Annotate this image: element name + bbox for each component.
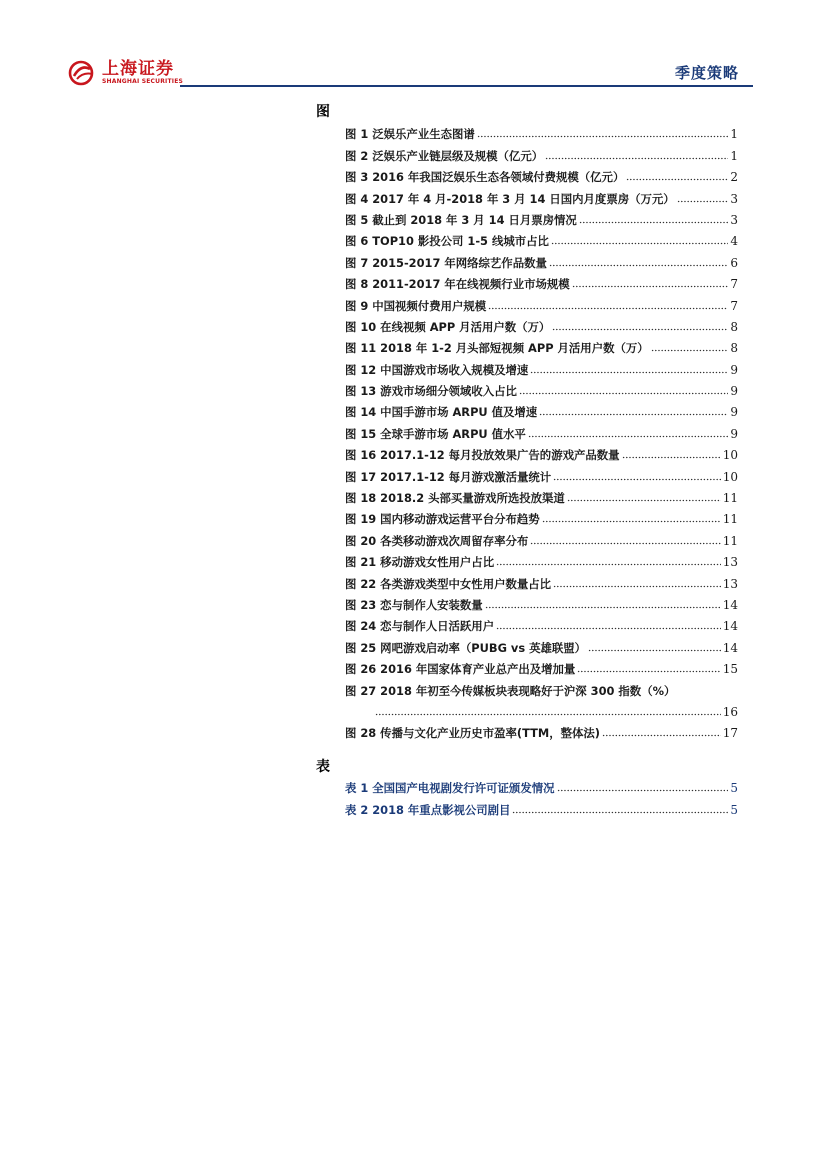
toc-dot-leader [477,135,729,138]
toc-dot-leader [622,456,721,459]
toc-page-number: 11 [722,533,738,548]
toc-dot-leader [553,478,721,481]
toc-entry[interactable] [345,419,738,440]
toc-entry-title: 图 16 2017.1-12 每月投放效果广告的游戏产品数量 [345,448,620,463]
toc-entry-title: 图 10 在线视频 APP 月活用户数（万） [345,319,551,334]
toc-dot-leader [488,307,728,310]
logo-chinese-name: 上海证券 [102,59,174,79]
toc-page-number: 16 [722,704,738,719]
toc-entry-title: 图 6 TOP10 影投公司 1-5 线城市占比 [345,234,549,249]
toc-dot-leader [542,520,721,523]
toc-page-number: 7 [730,298,738,313]
toc-entry[interactable] [345,334,738,355]
toc-entry-title: 图 26 2016 年国家体育产业总产出及增加量 [345,662,576,677]
toc-entry[interactable] [345,313,738,334]
toc-page-number: 14 [722,597,738,612]
toc-dot-leader [626,178,728,181]
toc-dot-leader [519,392,728,395]
toc-entry[interactable] [345,484,738,505]
toc-entry[interactable] [345,184,738,205]
toc-dot-leader [512,811,728,814]
toc-dot-leader [557,789,729,792]
toc-page-number: 5 [730,781,738,796]
toc-dot-leader [530,371,728,374]
toc-entry-title: 图 19 国内移动游戏运营平台分布趋势 [345,512,540,527]
toc-entry-title: 图 12 中国游戏市场收入规模及增速 [345,362,529,377]
toc-page-number: 9 [730,426,738,441]
toc-entry[interactable] [345,591,738,612]
toc-entry[interactable] [345,141,738,162]
toc-page-number: 5 [730,802,738,817]
toc-entry-title: 图 28 传播与文化产业历史市盈率(TTM，整体法) [345,726,600,741]
toc-dot-leader [551,242,728,245]
tables-list [345,774,738,817]
toc-entry-title: 图 3 2016 年我国泛娱乐生态各领域付费规模（亿元） [345,170,625,185]
toc-entry[interactable] [345,655,738,676]
toc-entry[interactable] [345,398,738,419]
logo-emblem-icon [68,60,98,86]
toc-entry[interactable] [345,612,738,633]
toc-dot-leader [552,328,728,331]
toc-dot-leader [528,435,729,438]
toc-entry[interactable] [345,462,738,483]
toc-entry-title: 图 14 中国手游市场 ARPU 值及增速 [345,405,538,420]
toc-page-number: 3 [730,191,738,206]
toc-page-number: 17 [722,726,738,741]
company-logo [68,60,183,86]
toc-entry[interactable] [345,270,738,291]
toc-entry-title: 图 15 全球手游市场 ARPU 值水平 [345,426,526,441]
toc-entry[interactable] [345,505,738,526]
toc-dot-leader [572,285,729,288]
toc-page-number: 9 [730,362,738,377]
toc-page-number: 3 [730,212,738,227]
page-header [0,0,827,96]
toc-dot-leader [579,221,729,224]
toc-entry[interactable] [345,355,738,376]
toc-dot-leader [496,563,721,566]
toc-dot-leader [677,200,729,203]
toc-page-number: 15 [722,662,738,677]
toc-entry[interactable] [345,206,738,227]
report-type-title: 季度策略 [674,64,739,82]
toc-entry-title: 图 25 网吧游戏启动率（PUBG vs 英雄联盟） [345,640,587,655]
toc-entry-title: 图 18 2018.2 头部买量游戏所选投放渠道 [345,491,565,506]
toc-entry[interactable] [345,120,738,141]
toc-entry[interactable] [345,441,738,462]
toc-entry-title: 表 2 2018 年重点影视公司剧目 [345,802,511,817]
toc-dot-leader [539,413,728,416]
toc-entry-title: 图 8 2011-2017 年在线视频行业市场规模 [345,277,570,292]
toc-dot-leader [485,606,721,609]
toc-entry-title: 图 21 移动游戏女性用户占比 [345,555,495,570]
toc-entry[interactable] [345,795,738,816]
toc-entry-title: 图 24 恋与制作人日活跃用户 [345,619,495,634]
toc-page-number: 8 [730,341,738,356]
toc-dot-leader [496,627,721,630]
toc-entry[interactable] [345,569,738,590]
toc-page-number: 11 [722,491,738,506]
toc-page-number: 9 [730,405,738,420]
toc-page-number: 1 [730,127,738,142]
toc-entry-title: 表 1 全国国产电视剧发行许可证颁发情况 [345,781,555,796]
toc-dot-leader [553,585,721,588]
toc-entry-title: 图 5 截止到 2018 年 3 月 14 日月票房情况 [345,212,577,227]
toc-entry-title: 图 22 各类游戏类型中女性用户数量占比 [345,576,552,591]
toc-entry[interactable] [345,248,738,269]
toc-entry-title: 图 20 各类移动游戏次周留存率分布 [345,533,529,548]
toc-entry-title: 图 2 泛娱乐产业链层级及规模（亿元） [345,148,544,163]
toc-entry-title: 图 4 2017 年 4 月-2018 年 3 月 14 日国内月度票房（万元） [345,191,675,206]
toc-dot-leader [567,499,721,502]
tables-heading: 表 [316,759,330,775]
toc-page-number: 14 [722,640,738,655]
toc-entry-title: 图 1 泛娱乐产业生态图谱 [345,127,475,142]
toc-page-number: 9 [730,384,738,399]
toc-page-number: 2 [730,170,738,185]
toc-entry[interactable] [345,377,738,398]
toc-page-number: 6 [730,255,738,270]
toc-page-number: 4 [730,234,738,249]
toc-entry[interactable] [345,719,738,740]
toc-entry[interactable] [345,548,738,569]
toc-entry[interactable] [345,698,738,719]
toc-page-number: 8 [730,319,738,334]
toc-dot-leader [588,649,721,652]
toc-entry[interactable] [345,526,738,547]
toc-page-number: 11 [722,512,738,527]
toc-entry-title: 图 23 恋与制作人安装数量 [345,597,483,612]
toc-entry[interactable] [345,676,738,697]
logo-english-name: SHANGHAI SECURITIES [102,78,184,85]
toc-entry-title: 图 7 2015-2017 年网络综艺作品数量 [345,255,547,270]
toc-entry[interactable] [345,227,738,248]
toc-dot-leader [530,542,720,545]
toc-page-number: 13 [722,576,738,591]
toc-entry-title: 图 17 2017.1-12 每月游戏激活量统计 [345,469,552,484]
figures-list [345,120,738,740]
toc-dot-leader [375,713,721,716]
toc-dot-leader [577,670,720,673]
header-divider [180,85,753,87]
figures-heading: 图 [316,104,330,120]
toc-entry-title: 图 9 中国视频付费用户规模 [345,298,487,313]
toc-entry-title: 图 27 2018 年初至今传媒板块表现略好于沪深 300 指数（%） [345,683,676,698]
toc-entry-title: 图 11 2018 年 1-2 月头部短视频 APP 月活用户数（万） [345,341,649,356]
toc-dot-leader [651,349,729,352]
toc-entry[interactable] [345,163,738,184]
toc-entry-title: 图 13 游戏市场细分领域收入占比 [345,384,517,399]
toc-dot-leader [549,264,728,267]
toc-entry[interactable] [345,774,738,795]
toc-page-number: 7 [730,277,738,292]
toc-page-number: 1 [730,148,738,163]
toc-page-number: 14 [722,619,738,634]
toc-page-number: 10 [722,469,738,484]
toc-dot-leader [602,734,721,737]
toc-page-number: 13 [722,555,738,570]
toc-dot-leader [545,157,728,160]
toc-entry[interactable] [345,291,738,312]
toc-page-number: 10 [722,448,738,463]
toc-entry[interactable] [345,633,738,654]
